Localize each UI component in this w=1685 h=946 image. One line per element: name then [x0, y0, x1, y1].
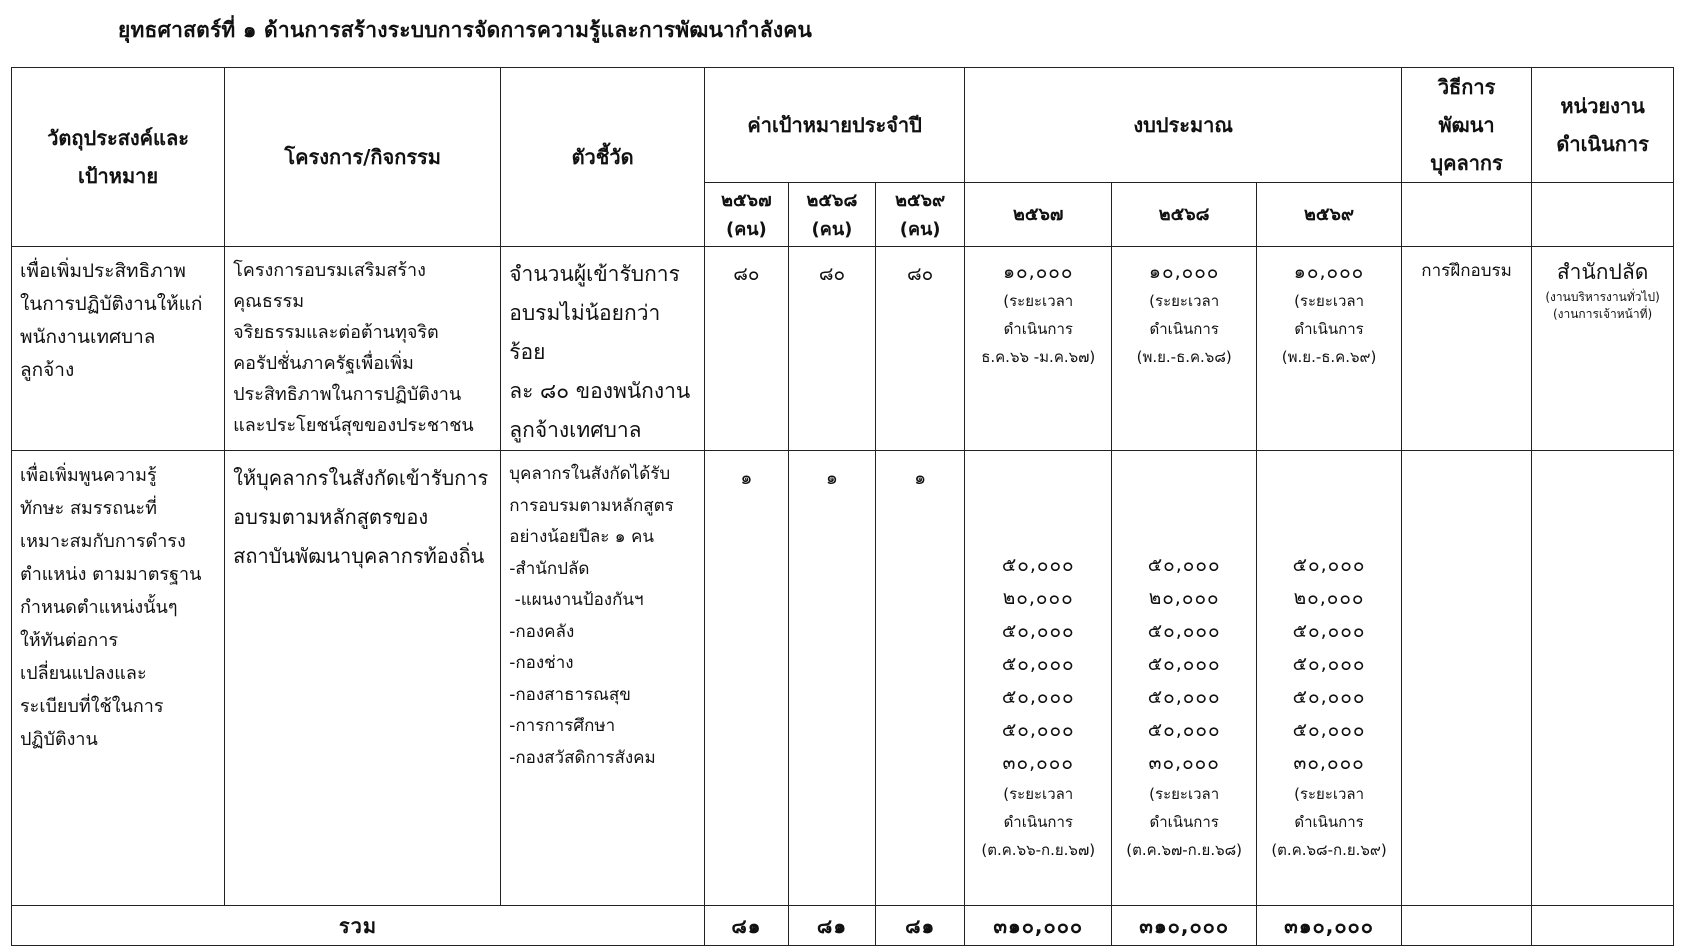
project-cell: โครงการอบรมเสริมสร้างคุณธรรม จริยธรรมและต่อต้านทุจริต คอรัปชั่นภาครัฐเพื่อเพิ่ม ประสิทธิภาพในการปฏิบัติงาน และประโยชน์สุขของประชาชน	[225, 247, 501, 451]
project-cell: ให้บุคลากรในสังกัดเข้ารับการ อบรมตามหลักสูตรของ สถาบันพัฒนาบุคลากรท้องถิ่น	[225, 451, 501, 906]
target-cell: ๘๐	[704, 247, 788, 451]
total-target: ๘๑	[876, 906, 965, 946]
header-target: ค่าเป้าหมายประจำปี	[704, 68, 964, 183]
table-row	[12, 451, 1674, 906]
total-budget: ๓๑๐,๐๐๐	[965, 906, 1112, 946]
unit-sub: (งานบริหารงานทั่วไป) (งานการเจ้าหน้าที่)	[1545, 290, 1660, 321]
budget-amounts: ๕๐,๐๐๐ ๒๐,๐๐๐ ๕๐,๐๐๐ ๕๐,๐๐๐ ๕๐,๐๐๐ ๕๐,๐๐๐ ๓๐,๐๐๐	[1001, 554, 1075, 774]
indicator-cell: บุคลากรในสังกัดได้รับ การอบรมตามหลักสูตร อย่างน้อยปีละ ๑ คน -สำนักปลัด -แผนงานป้องกันฯ -กองคลัง -กองช่าง -กองสาธารณสุข -การการศึกษา -กองสวัสดิการสังคม	[501, 451, 705, 906]
target-cell: ๑	[788, 451, 875, 906]
budget-cell	[1112, 451, 1257, 906]
header-target-year: ๒๕๖๗ (คน)	[704, 183, 788, 247]
objective-cell: เพื่อเพิ่มพูนความรู้ ทักษะ สมรรถนะที่ เหมาะสมกับการดำรง ตำแหน่ง ตามมาตรฐาน กำหนดตำแหน่งนั้นๆ ให้ทันต่อการ เปลี่ยนแปลงและ ระเบียบที่ใช้ในการ ปฏิบัติงาน	[12, 451, 225, 906]
budget-cell	[965, 247, 1112, 451]
header-project: โครงการ/กิจกรรม	[225, 68, 501, 247]
budget-cell	[1257, 247, 1402, 451]
method-cell	[1402, 451, 1532, 906]
target-cell: ๘๐	[876, 247, 965, 451]
budget-amount: ๑๐,๐๐๐	[1293, 261, 1365, 283]
header-unit: หน่วยงาน ดำเนินการ	[1532, 68, 1674, 183]
method-cell: การฝึกอบรม	[1402, 247, 1532, 451]
budget-period: (ระยะเวลา ดำเนินการ (ต.ค.๖๗-ก.ย.๖๘)	[1126, 785, 1243, 859]
header-target-year: ๒๕๖๘ (คน)	[788, 183, 875, 247]
header-target-year: ๒๕๖๙ (คน)	[876, 183, 965, 247]
page-title: ยุทธศาสตร์ที่ ๑ ด้านการสร้างระบบการจัดการความรู้และการพัฒนากำลังคน	[118, 18, 813, 42]
target-cell: ๘๐	[788, 247, 875, 451]
objective-cell: เพื่อเพิ่มประสิทธิภาพ ในการปฏิบัติงานให้แก่ พนักงานเทศบาล ลูกจ้าง	[12, 247, 225, 451]
total-label: รวม	[12, 906, 705, 946]
budget-amount: ๑๐,๐๐๐	[1148, 261, 1220, 283]
indicator-cell: จำนวนผู้เข้ารับการ อบรมไม่น้อยกว่าร้อย ละ ๘๐ ของพนักงาน ลูกจ้างเทศบาล	[501, 247, 705, 451]
budget-cell	[1257, 451, 1402, 906]
budget-cell	[1112, 247, 1257, 451]
target-cell: ๑	[704, 451, 788, 906]
total-budget: ๓๑๐,๐๐๐	[1257, 906, 1402, 946]
header-method-blank	[1402, 183, 1532, 247]
header-budget-year: ๒๕๖๙	[1257, 183, 1402, 247]
total-row	[12, 906, 1674, 946]
total-method-blank	[1402, 906, 1532, 946]
total-target: ๘๑	[704, 906, 788, 946]
budget-period: (ระยะเวลา ดำเนินการ (ต.ค.๖๖-ก.ย.๖๗)	[981, 785, 1096, 859]
header-budget-year: ๒๕๖๘	[1112, 183, 1257, 247]
budget-amounts: ๕๐,๐๐๐ ๒๐,๐๐๐ ๕๐,๐๐๐ ๕๐,๐๐๐ ๕๐,๐๐๐ ๕๐,๐๐๐ ๓๐,๐๐๐	[1292, 554, 1366, 774]
budget-period: (ระยะเวลา ดำเนินการ ธ.ค.๖๖ -ม.ค.๖๗)	[981, 292, 1096, 366]
header-indicator: ตัวชี้วัด	[501, 68, 705, 247]
unit-cell	[1532, 247, 1674, 451]
total-unit-blank	[1532, 906, 1674, 946]
budget-period: (ระยะเวลา ดำเนินการ (พ.ย.-ธ.ค.๖๘)	[1136, 292, 1232, 366]
strategy-table	[11, 67, 1674, 946]
header-objective: วัตถุประสงค์และ เป้าหมาย	[12, 68, 225, 247]
budget-period: (ระยะเวลา ดำเนินการ (ต.ค.๖๘-ก.ย.๖๙)	[1271, 785, 1387, 859]
header-method: วิธีการ พัฒนา บุคลากร	[1402, 68, 1532, 183]
budget-cell	[965, 451, 1112, 906]
unit-cell	[1532, 451, 1674, 906]
total-budget: ๓๑๐,๐๐๐	[1112, 906, 1257, 946]
table-row	[12, 247, 1674, 451]
header-unit-blank	[1532, 183, 1674, 247]
budget-period: (ระยะเวลา ดำเนินการ (พ.ย.-ธ.ค.๖๙)	[1281, 292, 1377, 366]
unit-name: สำนักปลัด	[1556, 260, 1649, 284]
budget-amounts: ๕๐,๐๐๐ ๒๐,๐๐๐ ๕๐,๐๐๐ ๕๐,๐๐๐ ๕๐,๐๐๐ ๕๐,๐๐๐ ๓๐,๐๐๐	[1147, 554, 1221, 774]
target-cell: ๑	[876, 451, 965, 906]
header-budget-year: ๒๕๖๗	[965, 183, 1112, 247]
header-budget: งบประมาณ	[965, 68, 1402, 183]
budget-amount: ๑๐,๐๐๐	[1003, 261, 1074, 283]
total-target: ๘๑	[788, 906, 875, 946]
